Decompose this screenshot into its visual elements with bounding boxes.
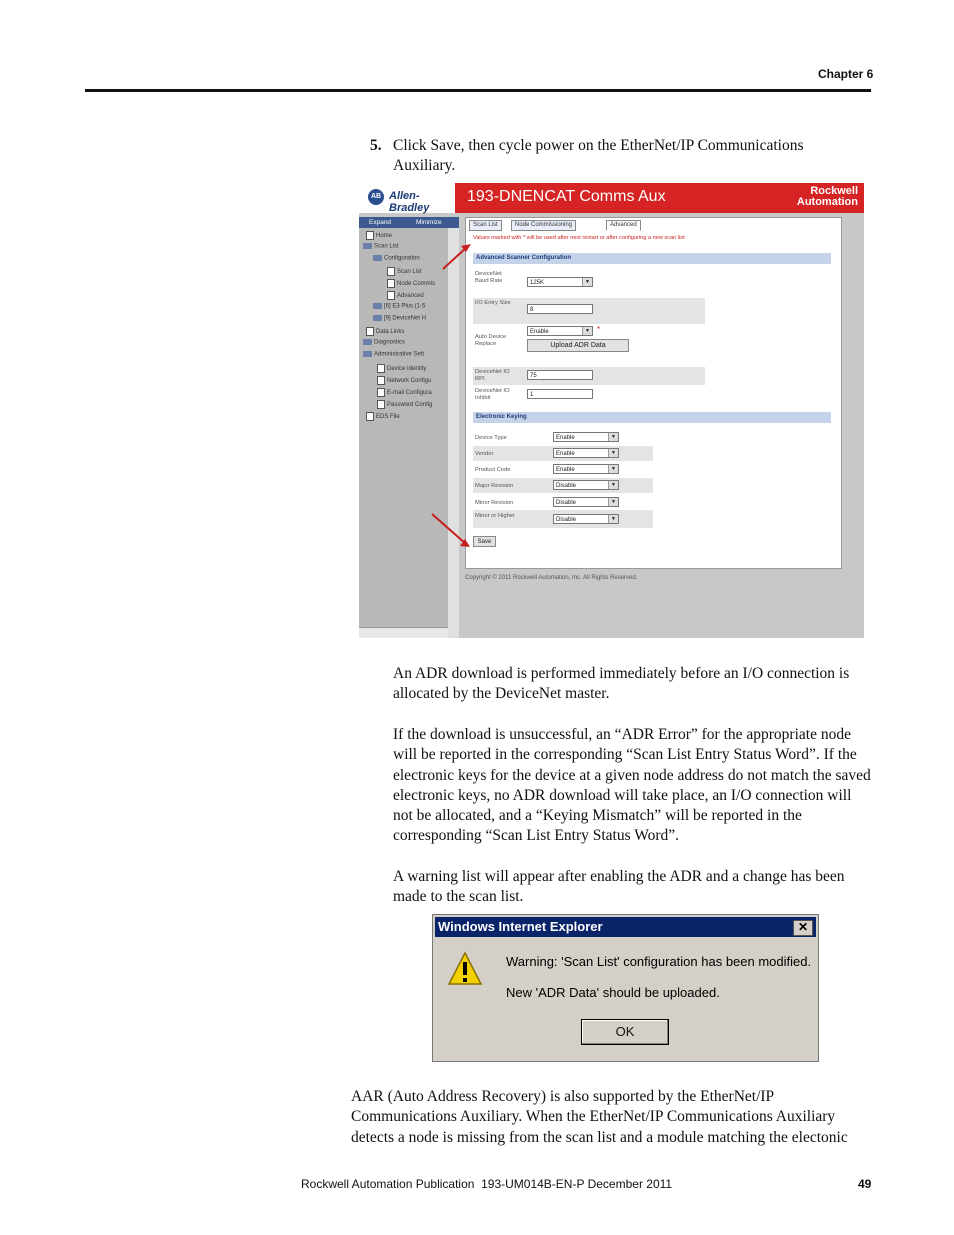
- tree-label: EDS File: [376, 414, 400, 421]
- baud-rate-label: DeviceNet Baud Rate: [475, 271, 503, 284]
- footer-publication: Rockwell Automation Publication 193-UM014B-EN-P December 2011: [301, 1177, 673, 1191]
- arrow-to-save: [432, 514, 466, 544]
- baud-rate-value: 125K: [530, 280, 545, 286]
- chevron-down-icon: ▼: [608, 465, 618, 473]
- io-inhibit-label: DeviceNet IO Inhibit: [475, 388, 510, 401]
- section-advanced-scanner: Advanced Scanner Configuration: [473, 253, 831, 264]
- copyright-text: Copyright © 2011 Rockwell Automation, Inc. All Rights Reserved.: [465, 575, 638, 581]
- keying-minor-higher-label: Minor or Higher: [475, 513, 515, 519]
- tree-label: Configuration: [384, 255, 420, 262]
- paragraph-adr-error: If the download is unsuccessful, an “ADR Error” for the appropriate node will be reported in the corresponding “Scan List Entry Status Word”. If the electronic keys for the device at a given node address do not match the saved electronic keys, no ADR download will take place, an I/O connection will not be allocated, and a “Keying Mismatch” will be reported in the corresponding “Scan List Entry Status Word”.: [393, 726, 871, 845]
- tree-label: Scan List: [374, 243, 399, 250]
- paragraph-adr-download: An ADR download is performed immediately before an I/O connection is allocated by the DeviceNet master.: [393, 665, 850, 703]
- chevron-down-icon: ▼: [608, 498, 618, 506]
- keying-value: Disable: [556, 483, 577, 489]
- tree-label: Home: [376, 233, 393, 240]
- allen-bradley-text: Allen-Bradley: [389, 190, 430, 214]
- dialog-title: Windows Internet Explorer: [438, 919, 603, 934]
- tree-label: [9] DeviceNet H: [384, 315, 427, 322]
- tree-label: Scan List: [397, 269, 422, 276]
- io-entry-size-input[interactable]: 8: [527, 304, 593, 314]
- keying-vendor-label: Vendor: [475, 451, 494, 457]
- ie-warning-dialog: [432, 914, 819, 1062]
- upload-adr-data-button[interactable]: Upload ADR Data: [527, 339, 629, 352]
- keying-major-revision-label: Major Revision: [475, 483, 514, 489]
- callout-arrows: [359, 183, 864, 638]
- chevron-down-icon: ▼: [582, 327, 592, 335]
- adr-config-screenshot: [359, 183, 864, 638]
- chapter-label: Chapter 6: [818, 67, 874, 81]
- step-text: Click Save, then cycle power on the EtherNet/IP Communications Auxiliary.: [393, 137, 804, 175]
- tab-advanced[interactable]: Advanced: [606, 220, 641, 231]
- tree-label: Data Links: [376, 329, 405, 336]
- section-electronic-keying: Electronic Keying: [473, 412, 831, 423]
- save-button[interactable]: Save: [473, 536, 496, 547]
- keying-value: Enable: [556, 467, 575, 473]
- chevron-down-icon: ▼: [608, 433, 618, 441]
- io-rpi-label: DeviceNet IO RPI: [475, 369, 510, 382]
- chevron-down-icon: ▼: [608, 449, 618, 457]
- io-entry-size-label: I/O Entry Size: [475, 300, 511, 306]
- expand-link[interactable]: Expand: [369, 219, 392, 226]
- tab-scan-list[interactable]: Scan List: [469, 220, 502, 231]
- page-number: 49: [858, 1177, 872, 1191]
- chevron-down-icon: ▼: [582, 278, 592, 286]
- ok-button[interactable]: OK: [581, 1019, 669, 1045]
- ab-logo-icon: AB: [368, 189, 384, 205]
- io-rpi-input[interactable]: 75: [527, 370, 593, 380]
- tree-label: Node Commis: [397, 281, 436, 288]
- keying-value: Disable: [556, 517, 577, 523]
- tree-label: [6] E3 Plus (1-5: [384, 303, 426, 310]
- restart-warning-note: Values marked with * will be used after next restart or after configuring a new scan list: [473, 235, 685, 241]
- dialog-message-line2: New 'ADR Data' should be uploaded.: [506, 985, 720, 1000]
- paragraph-warning-list: A warning list will appear after enabling the ADR and a change has been made to the scan list.: [393, 868, 845, 906]
- tree-label: Password Config: [387, 402, 433, 409]
- tree-label: Administrative Sett: [374, 351, 425, 358]
- arrow-to-warning: [443, 247, 467, 269]
- paragraph-aar: AAR (Auto Address Recovery) is also supported by the EtherNet/IP Communications Auxiliary. When the EtherNet/IP Communications Auxiliary detects a node is missing from the scan list and a module matching the electonic: [351, 1088, 848, 1146]
- chevron-down-icon: ▼: [608, 481, 618, 489]
- keying-device-type-label: Device Type: [475, 435, 507, 441]
- dialog-message-line1: Warning: 'Scan List' configuration has been modified.: [506, 954, 812, 969]
- io-inhibit-input[interactable]: 1: [527, 389, 593, 399]
- keying-minor-revision-label: Minor Revision: [475, 500, 514, 506]
- rockwell-line2: Automation: [796, 196, 858, 208]
- dialog-title-bar: [435, 917, 816, 937]
- keying-value: Enable: [556, 435, 575, 441]
- keying-value: Enable: [556, 451, 575, 457]
- tree-label: Diagnostics: [374, 339, 406, 346]
- tree-label: Advanced: [397, 293, 424, 300]
- header-rule: [85, 89, 871, 92]
- close-icon[interactable]: ✕: [793, 920, 813, 936]
- tree-label: E-mail Configura: [387, 390, 432, 397]
- adr-value: Enable: [530, 329, 549, 335]
- tree-label: Device Identity: [387, 366, 427, 373]
- keying-product-code-label: Product Code: [475, 467, 511, 473]
- step-number: 5.: [370, 137, 382, 154]
- minimize-link[interactable]: Minimize: [416, 219, 442, 226]
- auto-device-replace-label: Auto Device Replace: [475, 334, 507, 347]
- rockwell-line1: Rockwell: [810, 185, 858, 197]
- keying-value: Disable: [556, 500, 577, 506]
- app-title: 193-DNENCAT Comms Aux: [467, 188, 666, 205]
- chevron-down-icon: ▼: [608, 515, 618, 523]
- tab-node-commissioning[interactable]: Node Commissioning: [511, 220, 576, 231]
- warning-icon: [447, 951, 483, 987]
- adr-star: *: [597, 325, 601, 334]
- tree-label: Network Configu: [387, 378, 432, 385]
